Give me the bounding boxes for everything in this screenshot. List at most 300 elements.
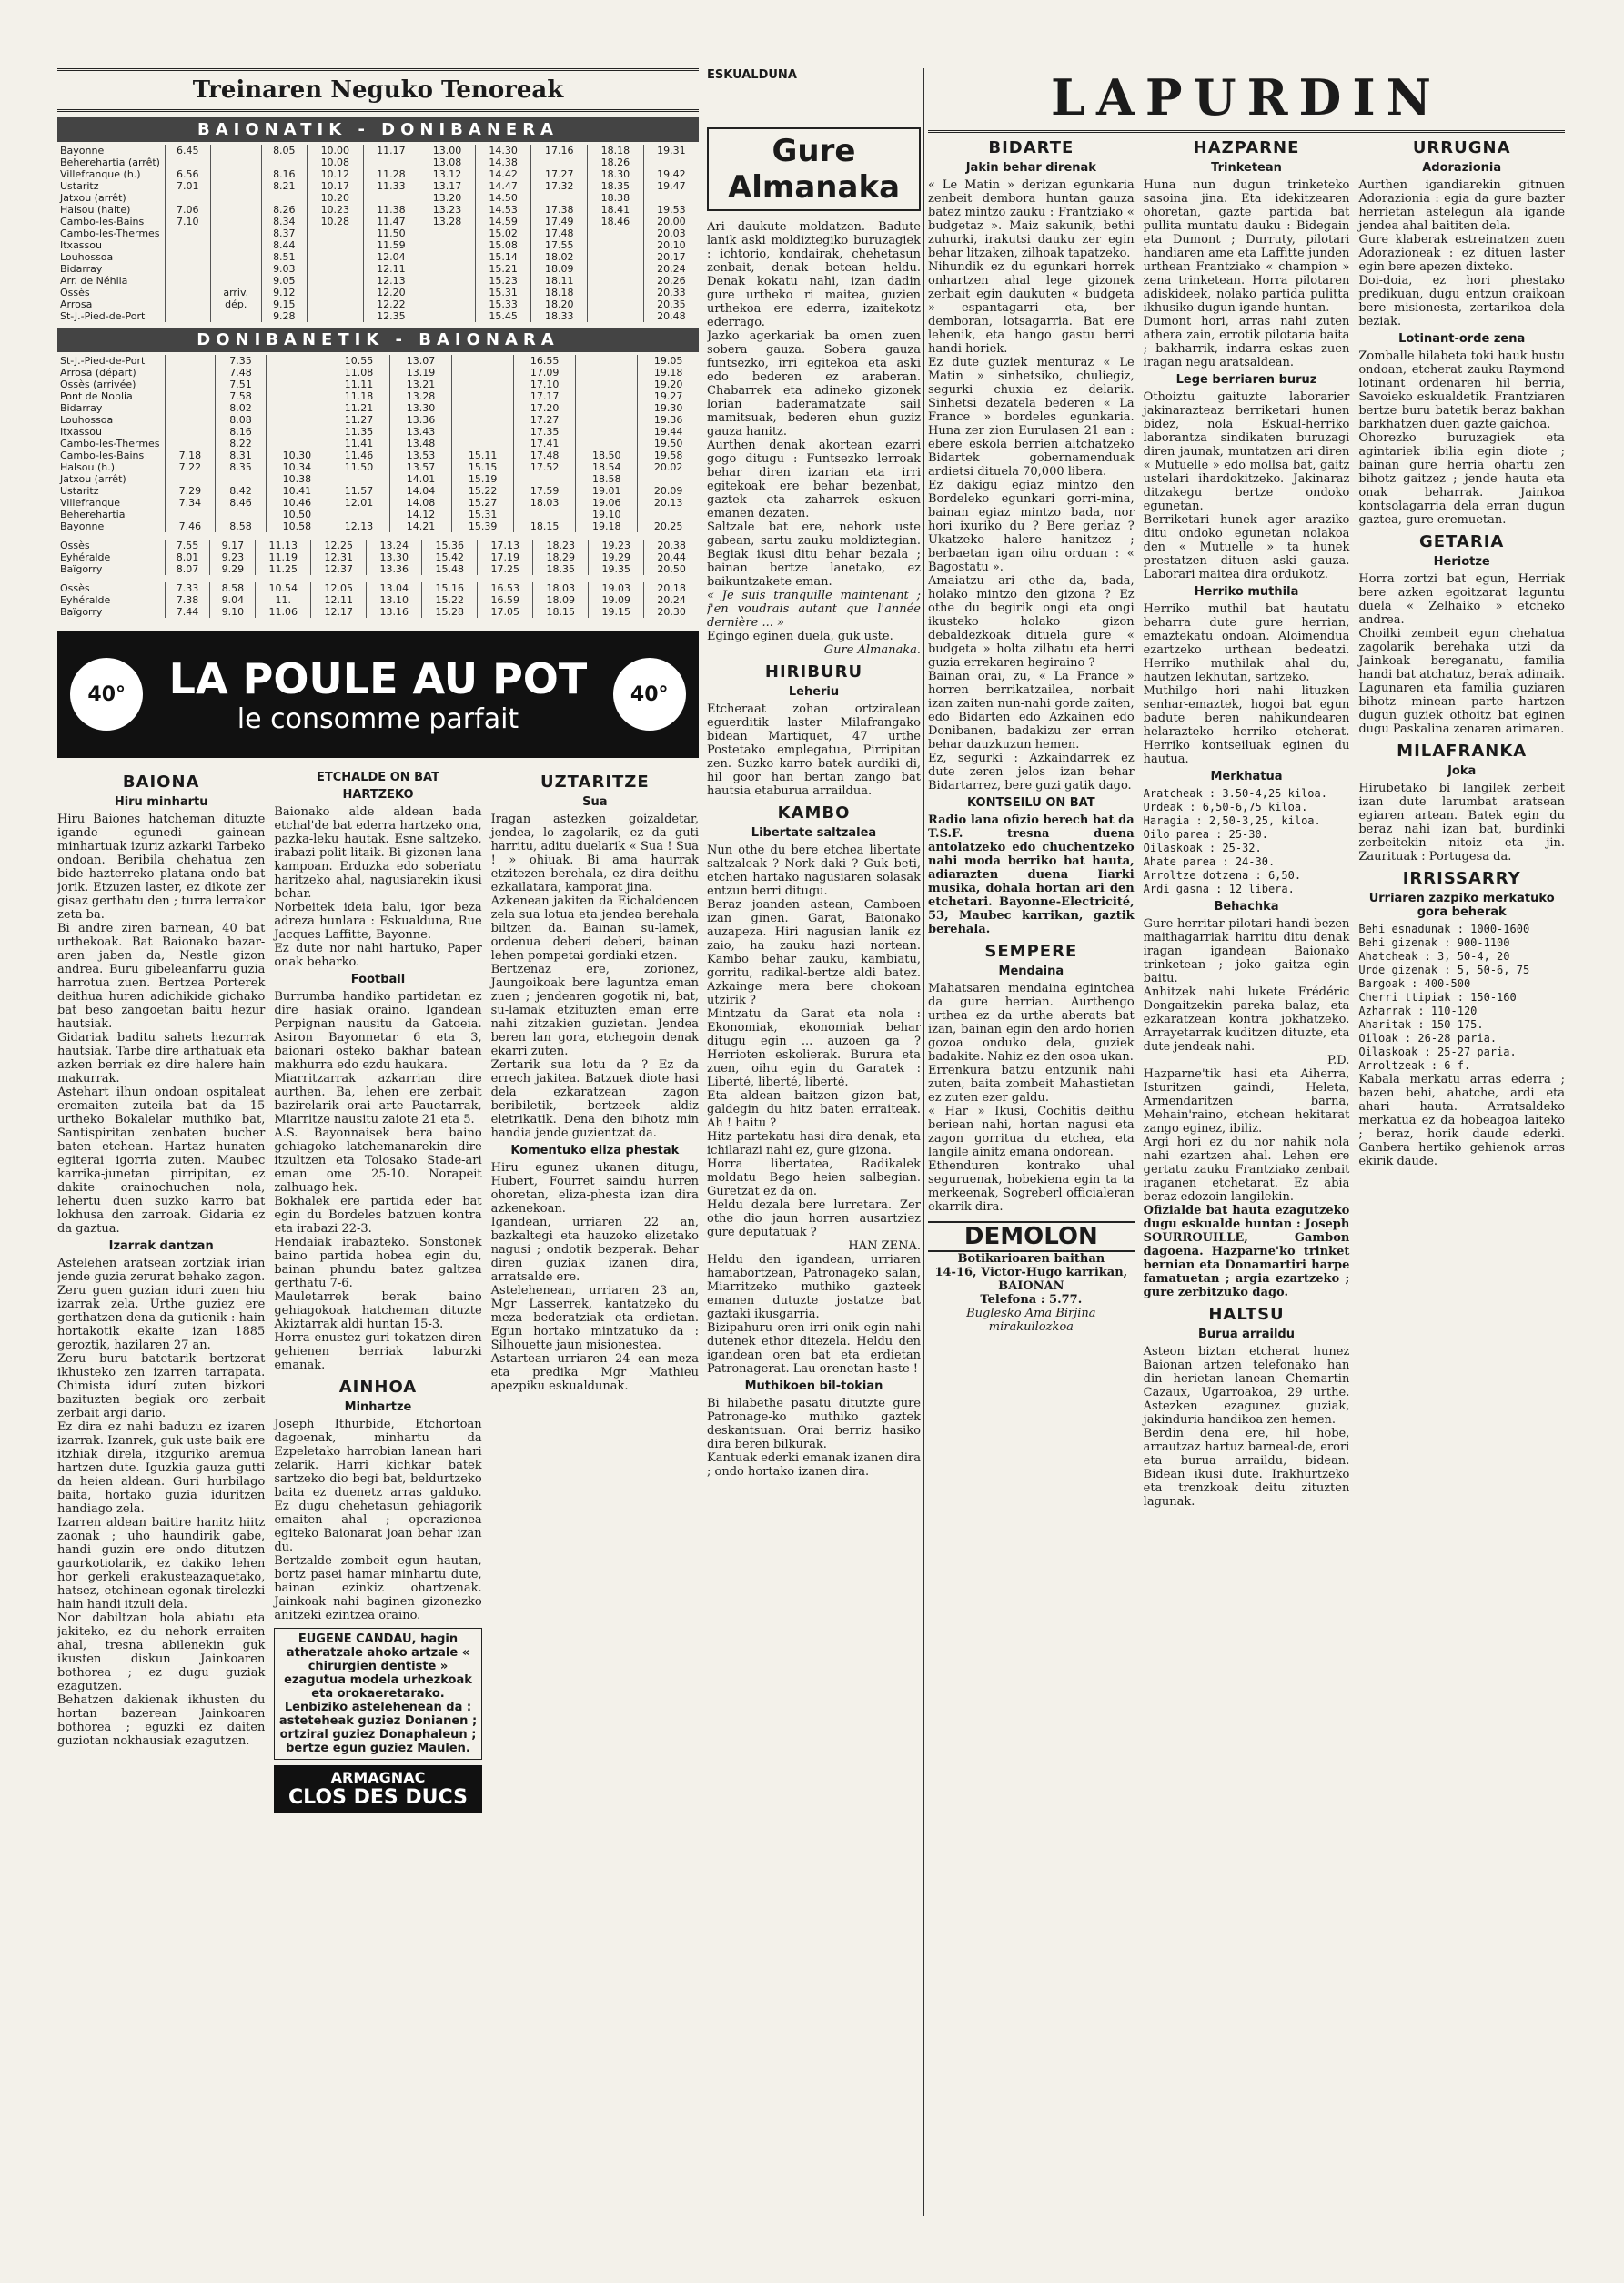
departure-time [576,438,638,450]
departure-time: 18.33 [531,310,588,322]
departure-time: 14.47 [475,180,531,192]
departure-time: 20.00 [643,216,699,227]
departure-time: 15.19 [452,473,514,485]
section-title: AINHOA [338,1378,418,1397]
subsection-title: Minhartze [344,1400,412,1414]
departure-time [328,509,389,520]
departure-time: 20.24 [644,594,699,606]
departure-time [165,310,210,322]
departure-time: 19.15 [589,606,644,618]
departure-time [308,287,364,298]
departure-time: 14.01 [390,473,452,485]
price-line: Arroltze dotzena : 6,50. [1143,869,1302,882]
price-line: Oilaskoak : 25-32. [1143,842,1262,854]
departure-time: 19.10 [576,509,638,520]
station-name: Ustaritz [60,180,99,192]
departure-time [452,379,514,390]
timetable-row [57,367,699,379]
paragraph: Bokhalek ere partida eder bat egin du Bordeles batzuen kontra eta irabazi 22-3. [274,1195,482,1236]
subsection-title: Lotinant-orde zena [1398,332,1526,346]
departure-time: 19.03 [589,582,644,594]
paragraph: Aurthen igandiarekin gitnuen Adorazionia : egia da gure bazter herrietan astelegun ala igande jendea ahal baititen dela. [1358,178,1565,233]
departure-time: 18.35 [533,563,589,575]
ad-subtitle: le consomme parfait [237,702,519,735]
hazparne-column [1144,133,1350,1509]
timetable-row [57,168,699,180]
subsection-title: HARTZEKO [342,788,414,802]
departure-time [210,204,261,216]
paragraph: Burrumba handiko partidetan ez dire hasiak oraino. Igandean Perpignan nausitu da Gatoeia. Asiron Bayonnetar 6 eta 3, baionari osteko bakhar batean makhurra edo ezdu haukara. [274,990,482,1072]
departure-time: 9.10 [210,606,256,618]
paragraph: Ez, segurki : Azkaindarrek ez dute zeren jelos izan behar Bidartarrez, bere guzi gatik dago. [928,752,1135,793]
departure-time: 17.35 [514,426,576,438]
departure-time [216,473,267,485]
price-line: Aharitak : 150-175. [1358,1018,1484,1031]
paragraph: Bertzenaz ere, zorionez, Jaungoikoak bere laguntza eman zuen ; jendearen gogotik ni, bat, su-lamak etzituzten eman erre nahi zitzakien guzietan. Jendea beren lan gora, etchegoin denak ekarri zuten. [490,963,699,1058]
departure-time [165,438,216,450]
paragraph: Muthilgo hori nahi lituzken senhar-emaztek, hogoi bat egun badute beren nahikundearen helarazteko herriko etcherat. Herriko kontseiluak eginen du hautua. [1143,684,1350,766]
paragraph: Behatzen dakienak ikhusten du hortan bazerean Jainkoaren bothorea ; eguzki ez daiten guziotan nokhausiak ezagutzen. [57,1693,266,1748]
paragraph: Kabala merkatu arras ederra ; bazen behi, ahatche, ardi eta ahari hauta. Arratsaldeko merkatua ez da hobeagoa laiteko ; beraz, horik daude ederki. Ganbera hertiko gehienok arras ekirik daude. [1358,1073,1565,1168]
urrugna-column [1358,133,1565,1509]
degree-badge-icon: 40° [613,658,686,731]
departure-time [308,251,364,263]
paragraph: Huna nun dugun trinketeko sasoina jina. Eta idekitzearen ohoretan, gazte partida bat pullita muntatu dauku : Bidegain eta Dumont ; Durruty, pilotari handiaren ame eta Laffitte junden urthean Frantziako « champion » zena trinketean. Horra pilotaren adiskideek, nolako partida pulitta ikhusiko dugun igande huntan. [1143,178,1350,315]
paragraph: Miarritzarrak azkarrian dire aurthen. Ba, lehen ere zerbait bazirelarik orai arte Pauetarrak, Miarritze nausitu zaiote 21 eta 5. [274,1072,482,1126]
departure-time [165,298,210,310]
ad-title: LA POULE AU POT [168,653,588,703]
paragraph: Mintzatu da Garat eta nola : Ekonomiak, ekonomiak behar ditugu egin ... auzoen ga ? Herrioten eskolierak. Burura eta zuen, oihu egin du Garatek : Liberté, liberté, liberté. [707,1007,921,1089]
departure-time: 14.42 [475,168,531,180]
departure-time: 14.04 [390,485,452,497]
departure-time: 17.55 [531,239,588,251]
departure-time: 13.48 [390,438,452,450]
departure-time: 15.02 [475,227,531,239]
paragraph: Horra libertatea, Radikalek moldatu Bego heien salbegian. Guretzat ez da on. [707,1157,921,1198]
departure-time [452,367,514,379]
departure-time: 7.44 [165,606,210,618]
paragraph: Iragan astezken goizaldetar, jendea, lo zagolarik, ez da guti harritu, aditu duelarik « Sua ! Sua ! » ohiuak. Bi ama haurrak etzitezen berehala, ez dira deithu ezkailatara, kamporat jina. [490,813,699,894]
departure-time: 7.06 [165,204,210,216]
departure-time [165,390,216,402]
departure-time: 17.48 [514,450,576,461]
left-column [57,68,699,2243]
departure-time [165,402,216,414]
departure-time [588,298,644,310]
departure-time: 18.18 [588,145,644,157]
departure-time: 10.50 [266,509,328,520]
station-name: Ossès [60,582,90,594]
departure-time: 17.25 [478,563,533,575]
departure-time: 19.27 [638,390,699,402]
departure-time: 17.20 [514,402,576,414]
departure-time [210,239,261,251]
departure-time: 13.28 [390,390,452,402]
departure-time: 19.50 [638,438,699,450]
station-name: Eyhéralde [60,551,111,563]
paragraph: « Le Matin » derizan egunkaria zenbeit dembora huntan gauza batez mintzo zauku : Frantziako « budgetaz ». Maiz sakunik, bethi zuhurki, irakutsi dauku zer egin behar litzaken, zilhoak tapatzeko. [928,178,1135,260]
departure-time: 19.06 [576,497,638,509]
departure-time: 17.16 [531,145,588,157]
paragraph: Beraz joanden astean, Camboen izan ginen. Garat, Baionako auzapeza. Hiri nagusian lanik ez zaio, ha zauku hazi nortean. Kambo behar zauku, kambiatu, gorritu, radikal-bertze aldi batez. Azkainge mera bere chokoan utzirik ? [707,898,921,1007]
station-name: Halsou (h.) [60,461,116,473]
station-name: Ustaritz [60,485,99,497]
departure-time [419,298,476,310]
departure-time: 11.38 [363,204,419,216]
local-news-columns [57,767,699,1813]
departure-time: 17.27 [531,168,588,180]
departure-time: 12.25 [311,540,367,551]
departure-time: 19.53 [643,204,699,216]
timetable-row [57,390,699,402]
departure-time: 13.43 [390,426,452,438]
paragraph: Hendaiak irabazteko. Sonstonek baino partida hobea egin du, bainan phundu batez galtzea gerthatu 7-6. [274,1236,482,1290]
departure-time: 19.18 [638,367,699,379]
price-line: Oilaskoak : 25-27 paria. [1358,1046,1517,1058]
departure-time [588,287,644,298]
departure-time [576,426,638,438]
market-price-list [1358,923,1565,1073]
departure-time [531,192,588,204]
departure-time: 12.01 [328,497,389,509]
departure-time: 10.17 [308,180,364,192]
station-name: St-J.-Pied-de-Port [60,310,146,322]
departure-time [165,287,210,298]
departure-time [165,227,210,239]
subsection-title: Komentuko eliza phestak [510,1144,680,1157]
paragraph: Anhitzek nahi lukete Frédéric Dongaitzekin pareka balaz, eta ezkaratzean kontra jokhatzeko. Arrayetarrak kuditzen dituzte, eta dute jendeak nahi. [1143,985,1350,1054]
price-line: Oilo parea : 25-30. [1143,828,1268,841]
departure-time [165,251,210,263]
departure-time [266,355,328,367]
departure-time: 15.08 [475,239,531,251]
departure-time [328,473,389,485]
departure-time: 7.35 [216,355,267,367]
departure-time: 13.04 [367,582,422,594]
paragraph: Bizipahuru oren irri onik egin nahi dutenek ethor ditezela. Heldu den igandean oren bat eta erdietan Patronagerat. Lau orenetan haste ! [707,1321,921,1376]
timetable-row [57,145,699,157]
paragraph: Hirubetako bi langilek zerbeit izan dute larumbat aratsean egiaren artean. Batek egin du beraz nahi izan bat, burdinki zerbeitekin nitoiz eta jin. Zaurituak : Portugesa da. [1358,782,1565,864]
timetable-outbound [57,145,699,322]
departure-time [452,355,514,367]
clos-des-ducs-label: CLOS DES DUCS [288,1786,468,1809]
paragraph: Nor dabiltzan hola abiatu eta jakiteko, ez du nehork erraiten ahal, tresna abilenekin guk ikusten diskun Jainkoaren bothorea ; ez dugu guziak ezagutzen. [57,1611,266,1693]
departure-time [210,180,261,192]
station-name: Baïgorry [60,606,103,618]
departure-time: 15.21 [475,263,531,275]
departure-time: 18.29 [533,551,589,563]
departure-time: 11.06 [256,606,311,618]
section-title: HAZPARNE [1193,138,1300,157]
subsection-title: Herriko muthila [1194,585,1299,599]
departure-time: 13.00 [419,145,476,157]
paragraph: Ari daukute moldatzen. Badute lanik aski moldiztegiko buruzagiek : ichtorio, kondairak, chehetasun zenbait, denak betean heldu. Denak kokatu nahi, izan dadin gure urtheko ri maitea, guzien urthekoa ere ederra, izaitekotz ederrago. [707,220,921,329]
departure-time [419,263,476,275]
timetable-row [57,402,699,414]
departure-time: 11.57 [328,485,389,497]
price-line: Ardi gasna : 12 libera. [1143,883,1295,895]
paragraph: Nihundik ez du egunkari horrek onhartzen ahal lege gizonek zerbait egin daukuten « budgeta » espantagarri eta, ber demboran, lotsagarria. Bat ere lehenik, eta hango gastu berri handi horiek. [928,260,1135,356]
paragraph: Mahatsaren mendaina egintchea da gure herrian. Aurthengo urthea ez da urthe aberats bat izan, bainan egin den ardo horien gozoa onduko dela, guziek badakite. Nahiz ez den osoa ukan. [928,982,1135,1064]
departure-time: 15.36 [422,540,478,551]
departure-time: 12.04 [363,251,419,263]
timetable-row [57,216,699,227]
paragraph: Ohorezko buruzagiek eta agintariek ibilia egin diote ; bainan gure herria ohartu zen bihotz gaitzez ; jende hauta eta onak beharrak. Jainkoa kontsolagarria dela erran dugun gaztea, gure eremuetan. [1358,431,1565,527]
paragraph: Eta aldean baitzen gizon bat, galdegin du hitz baten erraiteak. Ah ! haitu ? [707,1089,921,1130]
paragraph: Hitz partekatu hasi dira denak, eta ichilarazi nahi ez, gure gizona. [707,1130,921,1157]
departure-time: 20.24 [643,263,699,275]
departure-time: 13.28 [419,216,476,227]
subsection-title: Urriaren zazpiko merkatuko gora beherak [1368,892,1555,919]
station-name: Arrosa (départ) [60,367,136,379]
section-title: IRRISSARRY [1402,869,1521,888]
departure-time [514,473,576,485]
departure-time [576,355,638,367]
departure-time: arriv. [210,287,261,298]
departure-time [210,145,261,157]
departure-time: 19.18 [576,520,638,532]
timetable-row [57,461,699,473]
departure-time: 18.38 [588,192,644,204]
departure-time: 20.25 [638,520,699,532]
station-name: Bidarray [60,263,103,275]
departure-time [308,227,364,239]
subsection-title: KONTSEILU ON BAT [967,796,1095,810]
departure-time: 20.35 [643,298,699,310]
price-line: Bargoak : 400-500 [1358,977,1471,990]
departure-time: 20.03 [643,227,699,239]
departure-time: 16.55 [514,355,576,367]
departure-time: 9.12 [261,287,307,298]
departure-time: 18.09 [531,263,588,275]
departure-time: 11.35 [328,426,389,438]
paragraph: Zertarik sua lotu da ? Ez da errech jakitea. Batzuek diote hasi dela ezkaratzean zagon beribiletik, bertzeek aldiz eletrikatik. Dena den bihotz min handia jende guzientzat da. [490,1058,699,1140]
advertisement-poule-au-pot [57,631,699,758]
departure-time: 14.53 [475,204,531,216]
timetable-row [57,180,699,192]
timetable-osses [57,540,699,575]
demolon-phone: Telefona : 5.77. [980,1293,1083,1307]
station-name: Cambo-les-Bains [60,216,145,227]
departure-time [165,367,216,379]
subsection-title: Muthikoen bil-tokian [744,1379,883,1393]
departure-time [165,157,210,168]
departure-time: 7.29 [165,485,216,497]
departure-time: 13.10 [367,594,422,606]
departure-time: 11.25 [256,563,311,575]
paragraph: Nun othe du bere etchea libertate saltzaleak ? Nork daki ? Guk beti, etchen hartako nagusiaren solasak entzun berri ditugu. [707,843,921,898]
departure-time: 11.08 [328,367,389,379]
timetable-row [57,520,699,532]
departure-time: 10.55 [328,355,389,367]
departure-time: 11.21 [328,402,389,414]
departure-time: 15.23 [475,275,531,287]
departure-time: 15.15 [452,461,514,473]
price-line: Haragia : 2,50-3,25, kiloa. [1143,814,1321,827]
subsection-title: Adorazionia [1422,161,1502,175]
departure-time: 11.33 [363,180,419,192]
departure-time: 11.27 [328,414,389,426]
departure-time: 7.34 [165,497,216,509]
timetable-row [57,582,699,594]
departure-time: 13.16 [367,606,422,618]
paragraph: Bainan orai, zu, « La France » horren berrikatzailea, norbait izan zaiten nun-nahi gorde zaiten, edo Bidarten edo Azkainen edo Donibanen, badakizu zer erran behar dauzkuzun hemen. [928,670,1135,752]
departure-time: 8.34 [261,216,307,227]
departure-time: 9.05 [261,275,307,287]
departure-time: 15.39 [452,520,514,532]
departure-time: 7.22 [165,461,216,473]
departure-time: 9.17 [210,540,256,551]
station-name: Villefranque (h.) [60,168,141,180]
price-line: Arroltzeak : 6 f. [1358,1059,1471,1072]
paragraph: Heldu den igandean, urriaren hamabortzean, Patronageko salan, Miarritzeko muthiko gazteek emanen dutuzte jostatze bat gaztaki ikusgarria. [707,1253,921,1321]
timetable-row [57,414,699,426]
timetable-row [57,157,699,168]
departure-time: 11.59 [363,239,419,251]
departure-time: 8.37 [261,227,307,239]
paragraph: Horra enustez guri tokatzen diren gehienen berriak laburzki emanak. [274,1331,482,1372]
departure-time: 8.07 [165,563,210,575]
departure-time: 20.50 [644,563,699,575]
departure-time: 18.11 [531,275,588,287]
departure-time: 17.13 [478,540,533,551]
departure-time: 14.50 [475,192,531,204]
departure-time: 7.48 [216,367,267,379]
departure-time: 13.21 [390,379,452,390]
departure-time: 11.28 [363,168,419,180]
departure-time: 19.05 [638,355,699,367]
departure-time: 15.48 [422,563,478,575]
departure-time: 20.02 [638,461,699,473]
departure-time: 8.22 [216,438,267,450]
departure-time [165,239,210,251]
departure-time: 7.46 [165,520,216,532]
departure-time: 18.41 [588,204,644,216]
departure-time: 7.58 [216,390,267,402]
departure-time: 18.50 [576,450,638,461]
almanaka-title: Gure Almanaka [707,127,921,211]
baiona-article [57,767,265,1813]
paragraph: Aurthen denak akortean ezarri gogo ditugu : Funtsezko lerroak behar diren izarian eta irri egitekoak ere behar bezenbat, gaztek eta zaharrek eskuen emanen dezaten. [707,439,921,520]
paragraph: Astelehen aratsean zortziak irian jende guzia zerurat behako zagon. Zeru guen guzian iduri zuen hiu izarrak zela. Urthe guziez ere gerthatzen dena da gutienik : hain hortakotik ekaite izan 1885 geroztik, hazilaren 27 an. [57,1257,266,1352]
departure-time [165,473,216,485]
paragraph: Gidariak baditu sahets hezurrak hautsiak. Tarbe dire arthatuak eta azken berriak ez dire halere hain makurrak. [57,1031,266,1086]
station-name: Cambo-les-Thermes [60,227,160,239]
departure-time: 19.35 [589,563,644,575]
departure-time [419,275,476,287]
departure-time [165,355,216,367]
subsection-title: Mendaina [998,965,1064,978]
paragraph: Radio lana ofizio berech bat da T.S.F. tresna duena antolatzeko edo chuchentzeko nahi moda berriko bat hauta, adiarazten duena Iiarki musika, dohala hortan ari den etchetari. Bayonne-Electricité, 53, Maubec karrikan, gaztik berehala. [928,813,1135,936]
departure-time: 10.28 [308,216,364,227]
departure-time: 13.07 [390,355,452,367]
departure-time: 19.01 [576,485,638,497]
station-name: St-J.-Pied-de-Port [60,355,146,367]
departure-time [452,438,514,450]
masthead-mini: ESKUALDUNA [707,68,797,82]
timetable-row [57,379,699,390]
departure-time: 20.38 [644,540,699,551]
departure-time: 8.44 [261,239,307,251]
timetable-row [57,251,699,263]
station-name: Baïgorry [60,563,103,575]
paragraph: Kantuak ederki emanak izanen dira ; ondo hortako izanen dira. [707,1451,921,1479]
station-name: Pont de Noblia [60,390,133,402]
timetable-row [57,426,699,438]
departure-time: 11.11 [328,379,389,390]
departure-time: 10.46 [266,497,328,509]
departure-time: 17.05 [478,606,533,618]
paragraph: Bi andre ziren barnean, 40 bat urthekoak. Bat Baionako bazar-aren jaben da, Nestle gizon andrea. Buru gibeleanfarru guzia harrotua zuen. Bertzea Porterek deithua huren adichikide gichako bat beso zangoetan baitu hezur hautsiak. [57,922,266,1031]
departure-time: 8.58 [216,520,267,532]
departure-time: 11.41 [328,438,389,450]
station-name: Ossès [60,540,90,551]
subsection-title: Behachka [1214,900,1279,914]
paragraph: Ez dira ez nahi baduzu ez izaren izarrak. Izanrek, guk uste baik ere itzhiak direla, itzguriko aremua hartzen dute. Iguzkia gauza gutti da heien aldean. Guri hurbilago baita, hortako guzia iduritzen handiago zela. [57,1420,266,1516]
subsection-title: Libertate saltzalea [751,826,877,840]
departure-time: 15.14 [475,251,531,263]
departure-time: 18.09 [533,594,589,606]
paragraph: Argi hori ez du nor nahik nola nahi ezartzen ahal. Lehen ere gertatu zauku Frantziako zenbait iraganen etchetarat. Ez abia beraz edozoin langilekin. [1143,1136,1350,1204]
departure-time: 13.12 [419,168,476,180]
timetable-row [57,551,699,563]
price-line: Oiloak : 26-28 paria. [1358,1032,1498,1045]
paragraph: Amaiatzu ari othe da, bada, holako mintzo den gizona ? Ez othe du begirik ongi eta ongi ikusteko holako gizon debaldezkoak dituela gure « budgeta » holta zilhatu eta herri guzia errekaren hegiraino ? [928,574,1135,670]
departure-time [266,367,328,379]
departure-time: 13.24 [367,540,422,551]
departure-time [419,287,476,298]
section-title: BAIONA [122,773,200,792]
lapurdin-columns [928,133,1565,1509]
departure-time [638,509,699,520]
departure-time: 14.30 [475,145,531,157]
departure-time: 10.34 [266,461,328,473]
departure-time: 8.21 [261,180,307,192]
departure-time: 11.19 [256,551,311,563]
departure-time: 18.03 [533,582,589,594]
signature: P.D. [1327,1054,1350,1067]
departure-time: 7.18 [165,450,216,461]
price-line: Urde gizenak : 5, 50-6, 75 [1358,964,1530,976]
departure-time [210,227,261,239]
signature: Gure Almanaka. [823,643,921,657]
departure-time: 15.16 [422,582,478,594]
departure-time [588,310,644,322]
paragraph: Hiru egunez ukanen ditugu, Hubert, Fourret saindu hurren ohoretan, eliza-phesta izan dira azkenekoan. [490,1161,699,1216]
departure-time: 11.18 [328,390,389,402]
departure-time [363,157,419,168]
departure-time: 20.18 [644,582,699,594]
departure-time: 10.41 [266,485,328,497]
timetable-outbound-title: BAIONATIK - DONIBANERA [57,117,699,142]
departure-time: 18.46 [588,216,644,227]
subsection-title: Burua arraildu [1198,1328,1295,1341]
departure-time [531,157,588,168]
timetable-row [57,540,699,551]
departure-time: 17.27 [514,414,576,426]
departure-time [363,192,419,204]
departure-time: 8.01 [165,551,210,563]
departure-time [165,275,210,287]
departure-time: 17.38 [531,204,588,216]
station-name: Louhossoa [60,251,114,263]
departure-time [165,379,216,390]
subsection-title: Merkhatua [1210,770,1283,783]
timetable-row [57,594,699,606]
departure-time [638,473,699,485]
departure-time [452,390,514,402]
departure-time [452,426,514,438]
